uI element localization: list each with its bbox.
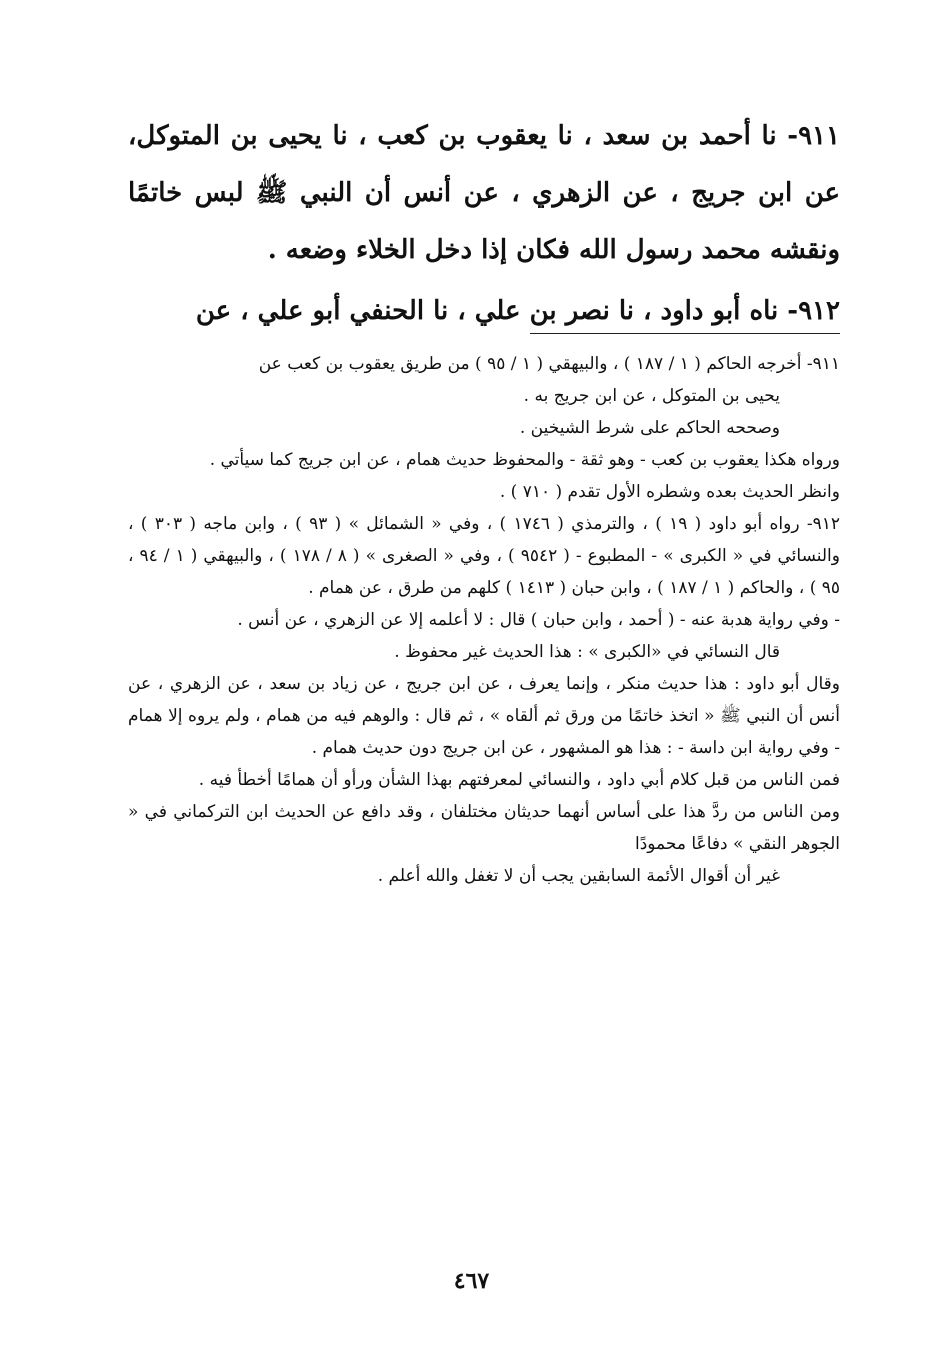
hadith-text: نا أحمد بن سعد ، نا يعقوب بن كعب ، نا يحيى بن المتوكل، عن ابن جريج ، عن الزهري ، عن أنس أن النبي ﷺ لبس خاتمًا ونقشه محمد رسول الله فكان إذا دخل الخلاء وضعه . — [128, 121, 840, 265]
hadith-911 — [128, 108, 840, 279]
footnote-line: وقال أبو داود : هذا حديث منكر ، وإنما يعرف ، عن ابن جريج ، عن زياد بن سعد ، عن الزهري ، عن أنس أن النبي ﷺ « اتخذ خاتمًا من ورق ثم ألقاه » ، ثم قال : والوهم فيه من همام ، ولم يروه إلا همام - وفي رواية ابن داسة - : هذا هو المشهور ، عن ابن جريج دون حديث همام . — [128, 674, 840, 758]
hadith-number: ٩١١- — [787, 121, 840, 151]
footnote-line: ومن الناس من ردَّ هذا على أساس أنهما حديثان مختلفان ، وقد دافع عن الحديث ابن التركماني في « الجوهر النقي » دفاعًا محمودًا — [128, 802, 840, 854]
hadith-912 — [128, 283, 840, 340]
hadith-number: ٩١٢- — [787, 296, 840, 326]
footnote-line: ٩١١- أخرجه الحاكم ( ١ / ١٨٧ ) ، والبيهقي ( ١ / ٩٥ ) من طريق يعقوب بن كعب عن — [258, 354, 840, 374]
footnote-line: غير أن أقوال الأئمة السابقين يجب أن لا تغفل والله أعلم . — [377, 866, 780, 886]
footnote-line: ٩١٢- رواه أبو داود ( ١٩ ) ، والترمذي ( ١٧٤٦ ) ، وفي « الشمائل » ( ٩٣ ) ، وابن ماجه ( ٣٠٣ ) ، والنسائي في « الكبرى » - المطبوع - ( ٩٥٤٢ ) ، وفي « الصغرى » ( ٨ / ١٧٨ ) ، والبيهقي ( ١ / ٩٤ ، ٩٥ ) ، والحاكم ( ١ / ١٨٧ ) ، وابن حبان ( ١٤١٣ ) كلهم من طرق ، عن همام . — [128, 514, 840, 598]
main-text — [128, 108, 840, 340]
footnote-line: قال النسائي في «الكبرى » : هذا الحديث غير محفوظ . — [394, 642, 780, 662]
footnote-line: فمن الناس من قبل كلام أبي داود ، والنسائي لمعرفتهم بهذا الشأن ورأو أن همامًا أخطأ فيه . — [198, 770, 840, 790]
page-number: ٤٦٧ — [453, 1268, 490, 1294]
footnotes — [128, 348, 840, 892]
footnote-line: يحيى بن المتوكل ، عن ابن جريج به . — [523, 386, 780, 406]
footnote-line: - وفي رواية هدبة عنه - ( أحمد ، وابن حبان ) قال : لا أعلمه إلا عن الزهري ، عن أنس . — [237, 610, 840, 630]
footnote-line: ورواه هكذا يعقوب بن كعب - وهو ثقة - والمحفوظ حديث همام ، عن ابن جريج كما سيأتي . — [209, 450, 840, 470]
footnote-divider — [530, 333, 840, 334]
footnote-line: وانظر الحديث بعده وشطره الأول تقدم ( ٧١٠ ) . — [499, 482, 840, 502]
hadith-text: ناه أبو داود ، نا نصر بن علي ، نا الحنفي أبو علي ، عن — [195, 296, 779, 326]
footnote-line: وصححه الحاكم على شرط الشيخين . — [519, 418, 780, 438]
